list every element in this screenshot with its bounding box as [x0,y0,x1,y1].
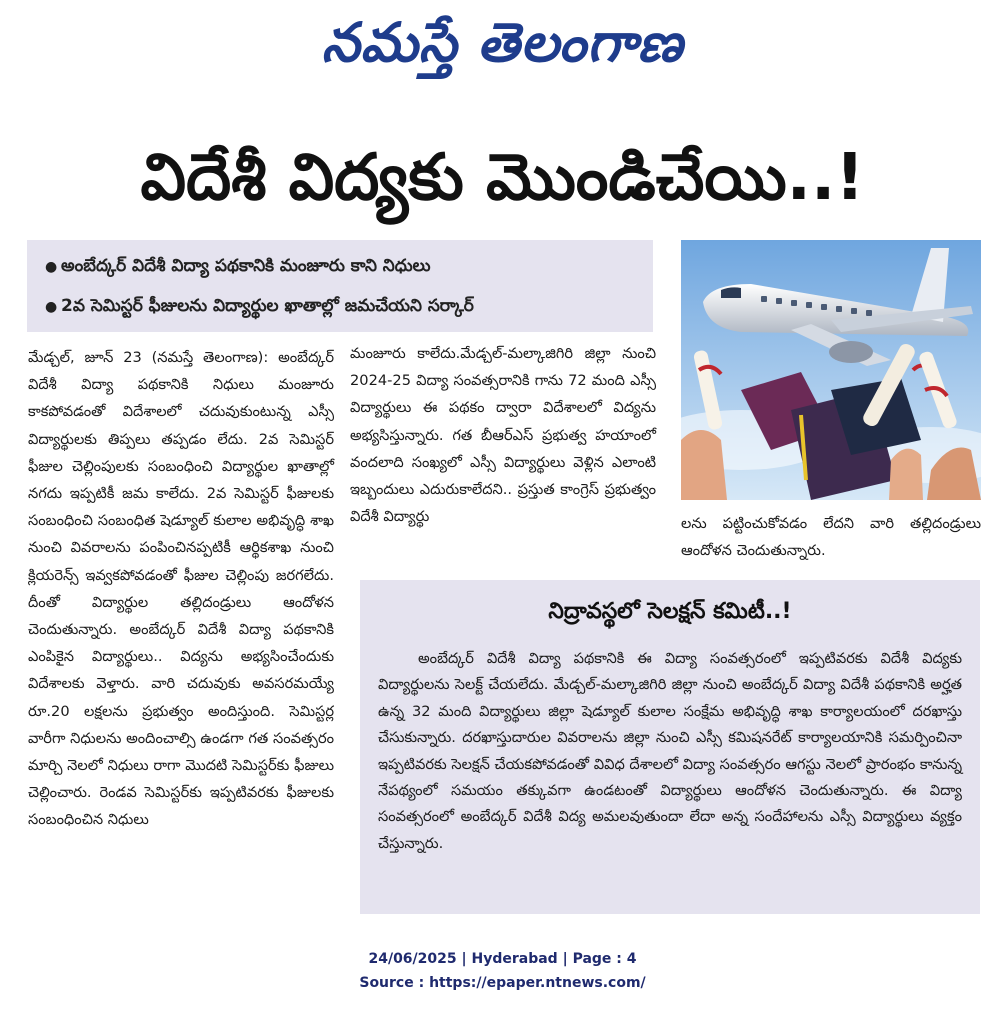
footer-dateline [0,948,1005,970]
bullet-icon: ● [45,299,58,315]
footer-date: 24/06/2025 [368,951,457,967]
highlights-box [27,240,653,332]
bullet-icon: ● [45,259,58,275]
footer-separator: | [461,951,467,967]
sidebar-story-box [360,580,980,914]
headline: విదేశీ విద్యకు మొండిచేయి..! [140,141,865,215]
highlight-item [45,286,474,326]
airplane-graduation-illustration [681,240,981,500]
article-paragraph: మంజూరు కాలేదు.మేడ్చల్-మల్కాజిగిరి జిల్లా నుంచి 2024-25 విద్యా సంవత్సరానికి గాను 72 మంది ఎస్సీ విద్యార్థులు ఈ పథకం ద్వారా విదేశాలలో విద్యను అభ్యసిస్తున్నారు. గత బీఆర్ఎస్ ప్రభుత్వ హయాంలో వందలాది సంఖ్యలో ఎస్సీ విద్యార్థులు వెళ్లిన ఎలాంటి ఇబ్బందులు ఎదురుకాలేదని.. ప్రస్తుత కాంగ్రెస్ ప్రభుత్వం విదేశీ విద్యార్థు [350,345,656,526]
article-paragraph: మేడ్చల్, జూన్ 23 (నమస్తే తెలంగాణ): అంబేద్కర్ విదేశీ విద్యా పథకానికి నిధులు మంజూరు కాకపోవడంతో విదేశాలలో చదువుకుంటున్న ఎస్సీ విద్యార్థులకు తిప్పలు తప్పడం లేదు. 2వ సెమిస్టర్ ఫీజుల చెల్లింపులకు సంబంధించి విద్యార్థుల ఖాతాల్లో నగదు ఇప్పటికీ జమ కాలేదు. 2వ సెమిస్టర్ ఫీజులకు సంబంధించి సంబంధిత షెడ్యూల్ కులాల అభివృద్ధి శాఖ నుంచి వివరాలను పంపించినప్పటికీ ఆర్థికశాఖ నుంచి క్లియరెన్స్ ఇవ్వకపోవడంతో ఫీజుల చెల్లింపు జరగలేదు. దీంతో విద్యార్థుల తల్లిదండ్రులు ఆందోళన చెందుతున్నారు. అంబేద్కర్ విదేశీ విద్యా పథకానికి ఎంపికైన విద్యార్థులు.. విద్యను అభ్యసించేందుకు విదేశాలకు వెళ్తారు. వారి చదువుకు అవసరమయ్యే రూ.20 లక్షలను ప్రభుత్వం అందిస్తుంది. సెమిస్టర్ల వారీగా నిధులను అందించాల్సి ఉండగా గత సంవత్సరం మార్చి నెలలో నిధులు రాగా మొదటి సెమిస్టర్‌కు ఫీజులు చెల్లించారు. రెండవ సెమిస్టర్‌కు ఇప్పటివరకు ఫీజులకు సంబంధించిన నిధులు [28,349,334,829]
footer-source [0,972,1005,994]
article-paragraph: లను పట్టించుకోవడం లేదని వారి తల్లిదండ్రులు ఆందోళన చెందుతున్నారు. [681,515,981,560]
article-column-3 [681,510,981,564]
article-photo [681,240,981,500]
article-column-1 [28,344,334,834]
article-column-2 [350,340,656,530]
sidebar-story-text: అంబేద్కర్ విదేశీ విద్యా పథకానికి ఈ విద్యా సంవత్సరంలో ఇప్పటివరకు విదేశీ విద్యకు విద్యార్థులను సెలక్ట్ చేయలేదు. మేడ్చల్-మల్కాజిగిరి జిల్లా నుంచి అంబేద్కర్ విద్యా విదేశీ పథకానికి అర్హత ఉన్న 32 మంది విద్యార్థులు జిల్లా షెడ్యూల్ కులాల సంక్షేమ అభివృద్ధి శాఖ కార్యాలయంలో దరఖాస్తు చేసుకున్నారు. దరఖాస్తుదారుల వివరాలను జిల్లా నుంచి ఎస్సీ కమిషనరేట్ కార్యాలయానికి సమర్పించినా ఇప్పటివరకు సెలక్షన్ చేయకపోవడంతో వివిధ దేశాలలో విద్యా సంవత్సరం ఆగస్టు నెలలో ప్రారంభం కానున్న నేపథ్యంలో సమయం తక్కువగా ఉండటంతో విద్యార్థులు ఆందోళన చెందుతున్నారు. ఈ విద్యా సంవత్సరంలో అంబేద్కర్ విదేశీ విద్య అమలవుతుందా లేదా అన్న సందేహాలను ఎస్సీ విద్యార్థులు వ్యక్తం చేస్తున్నారు. [378,650,962,852]
footer-page: Page : 4 [572,951,637,967]
highlight-text: 2వ సెమిస్టర్ ఫీజులను విద్యార్థుల ఖాతాల్లో జమచేయని సర్కార్ [61,296,474,316]
sidebar-story-heading: నిద్రావస్థలో సెలక్షన్ కమిటీ..! [548,599,792,624]
footer-source-label: Source : [359,975,425,991]
footer-separator: | [562,951,568,967]
footer-source-link[interactable]: https://epaper.ntnews.com/ [429,975,646,991]
highlight-text: అంబేద్కర్ విదేశీ విద్యా పథకానికి మంజూరు కాని నిధులు [61,256,431,276]
footer-city: Hyderabad [471,951,558,967]
masthead-logo: నమస్తే తెలంగాణ [321,10,684,74]
highlight-item [45,246,431,286]
